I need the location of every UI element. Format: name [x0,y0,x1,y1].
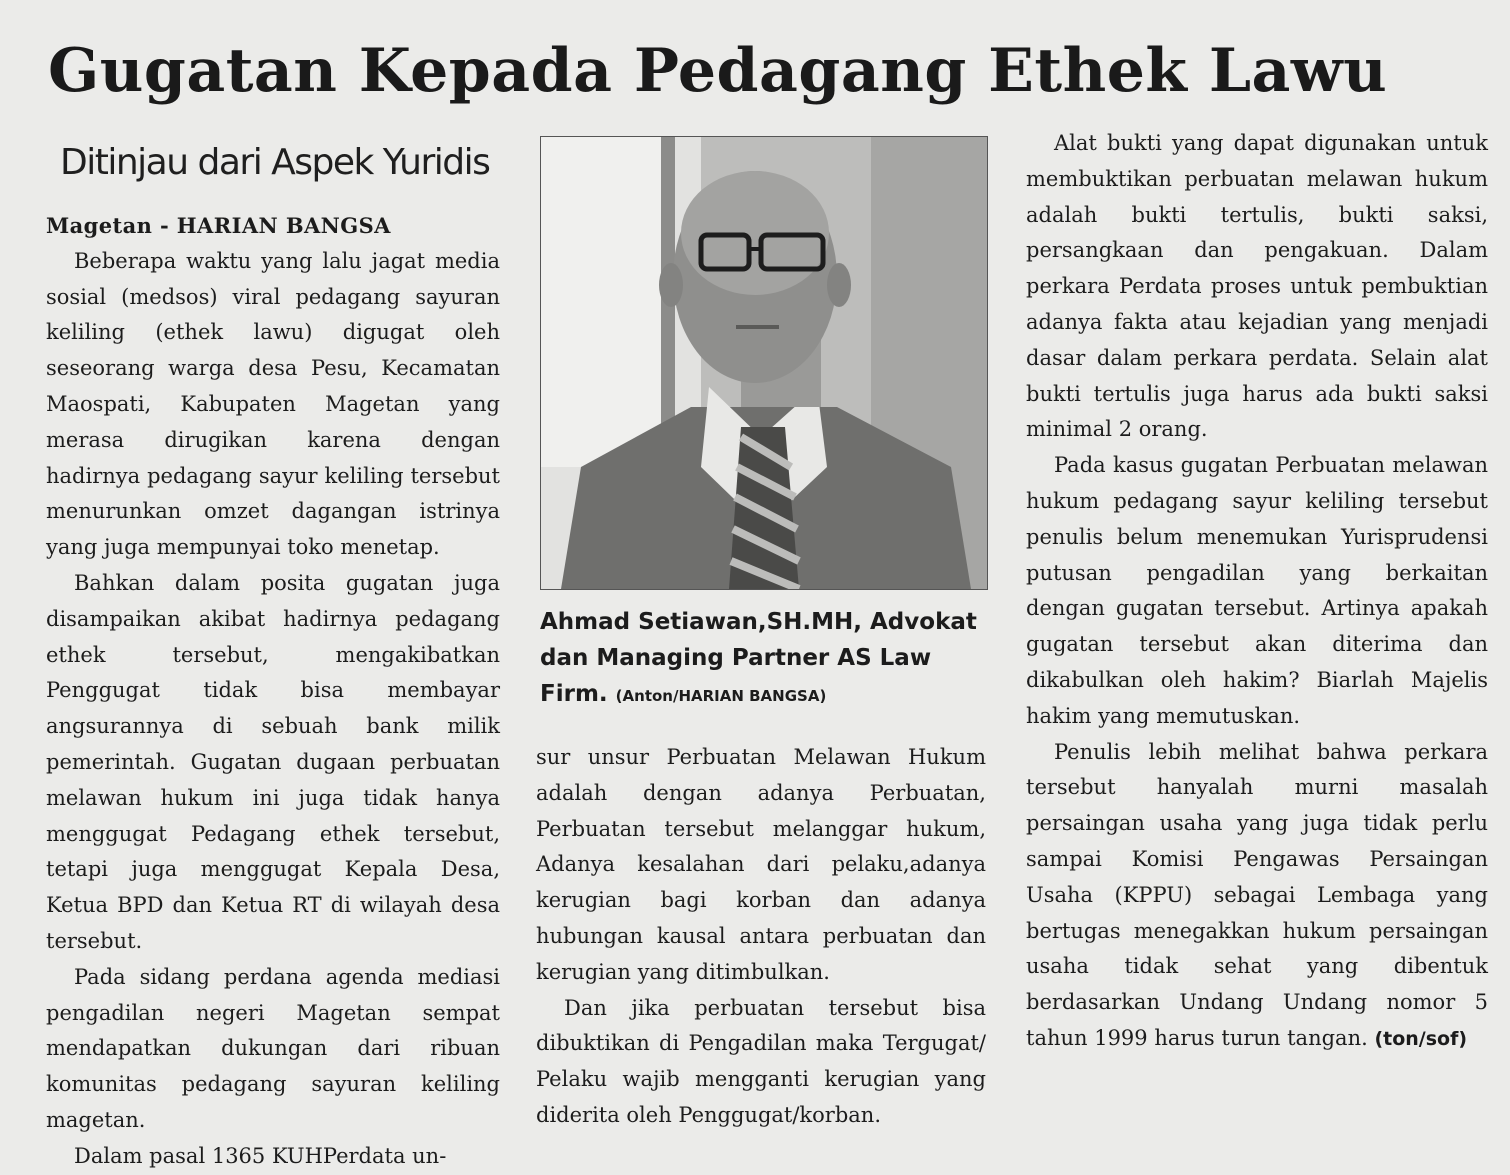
paragraph: Dan jika perbuatan tersebut bisa dibuktikan di Pengadilan maka Tergugat/ Pelaku wajib mengganti kerugian yang diderita oleh Penggugat/korban. [536,995,986,1127]
paragraph [1026,735,1488,1058]
dateline: Magetan - HARIAN BANGSA [46,213,391,238]
caption-text: Ahmad Setiawan,SH.MH, Advokat dan Managing Partner AS Law Firm. [540,609,977,707]
article-column-3 [1026,126,1488,1058]
paragraph: Bahkan dalam posita gugatan juga disampaikan akibat hadirnya pedagang ethek tersebut, mengakibatkan Penggugat tidak bisa membayar angsurannya di sebuah bank milik pemerintah. Gugatan dugaan perbuatan melawan hukum ini juga tidak hanya menggugat Pedagang ethek tersebut, tetapi juga menggugat Kepala Desa, Ketua BPD dan Ketua RT di wilayah desa tersebut. [46,570,500,953]
paragraph: Pada kasus gugatan Perbuatan melawan hukum pedagang sayur keliling tersebut penulis belum menemukan Yurisprudensi putusan pengadilan yang berkaitan dengan gugatan tersebut. Artinya apakah gugatan tersebut akan diterima dan dikabulkan oleh hakim? Biarlah Majelis hakim yang memutuskan. [1026,453,1488,728]
photo-credit: (Anton/HARIAN BANGSA) [615,687,827,705]
article-column-2 [536,740,986,1134]
paragraph: Alat bukti yang dapat digunakan untuk membuktikan perbuatan melawan hukum adalah bukti tertulis, bukti saksi, persangkaan dan pengakuan. Dalam perkara Perdata proses untuk pembuktian adanya fakta atau kejadian yang menjadi dasar dalam perkara perdata. Selain alat bukti tertulis juga harus ada bukti saksi minimal 2 orang. [1026,131,1488,442]
paragraph: Dalam pasal 1365 KUHPerdata un- [74,1143,447,1168]
headline: Gugatan Kepada Pedagang Ethek Lawu [48,36,1388,106]
article-column-1 [46,208,500,1175]
portrait-photo [540,136,988,590]
paragraph: sur unsur Perbuatan Melawan Hukum adalah dengan adanya Perbuatan, Perbuatan tersebut melanggar hukum, Adanya kesalahan dari pelaku,adanya kerugian bagi korban dan adanya hubungan kausal antara perbuatan dan kerugian yang ditimbulkan. [536,745,986,984]
paragraph-text: Penulis lebih melihat bahwa perkara tersebut hanyalah murni masalah persaingan usaha yang juga tidak perlu sampai Komisi Pengawas Persaingan Usaha (KPPU) sebagai Lembaga yang bertugas menegakkan hukum persaingan usaha tidak sehat yang dibentuk berdasarkan Undang Undang nomor 5 tahun 1999 harus turun tangan. [1026,739,1488,1050]
photo-caption [540,604,990,714]
paragraph: Beberapa waktu yang lalu jagat media sosial (medsos) viral pedagang sayuran keliling (ethek lawu) digugat oleh seseorang warga desa Pesu, Kecamatan Maospati, Kabupaten Magetan yang merasa dirugikan karena dengan hadirnya pedagang sayur keliling tersebut menurunkan omzet dagangan istrinya yang juga mempunyai toko menetap. [46,248,500,560]
signoff: (ton/sof) [1374,1027,1468,1050]
portrait-illustration [541,137,987,589]
subheadline: Ditinjau dari Aspek Yuridis [60,142,490,183]
paragraph: Pada sidang perdana agenda mediasi pengadilan negeri Magetan sempat mendapatkan dukungan dari ribuan komunitas pedagang sayuran keliling magetan. [46,964,500,1132]
